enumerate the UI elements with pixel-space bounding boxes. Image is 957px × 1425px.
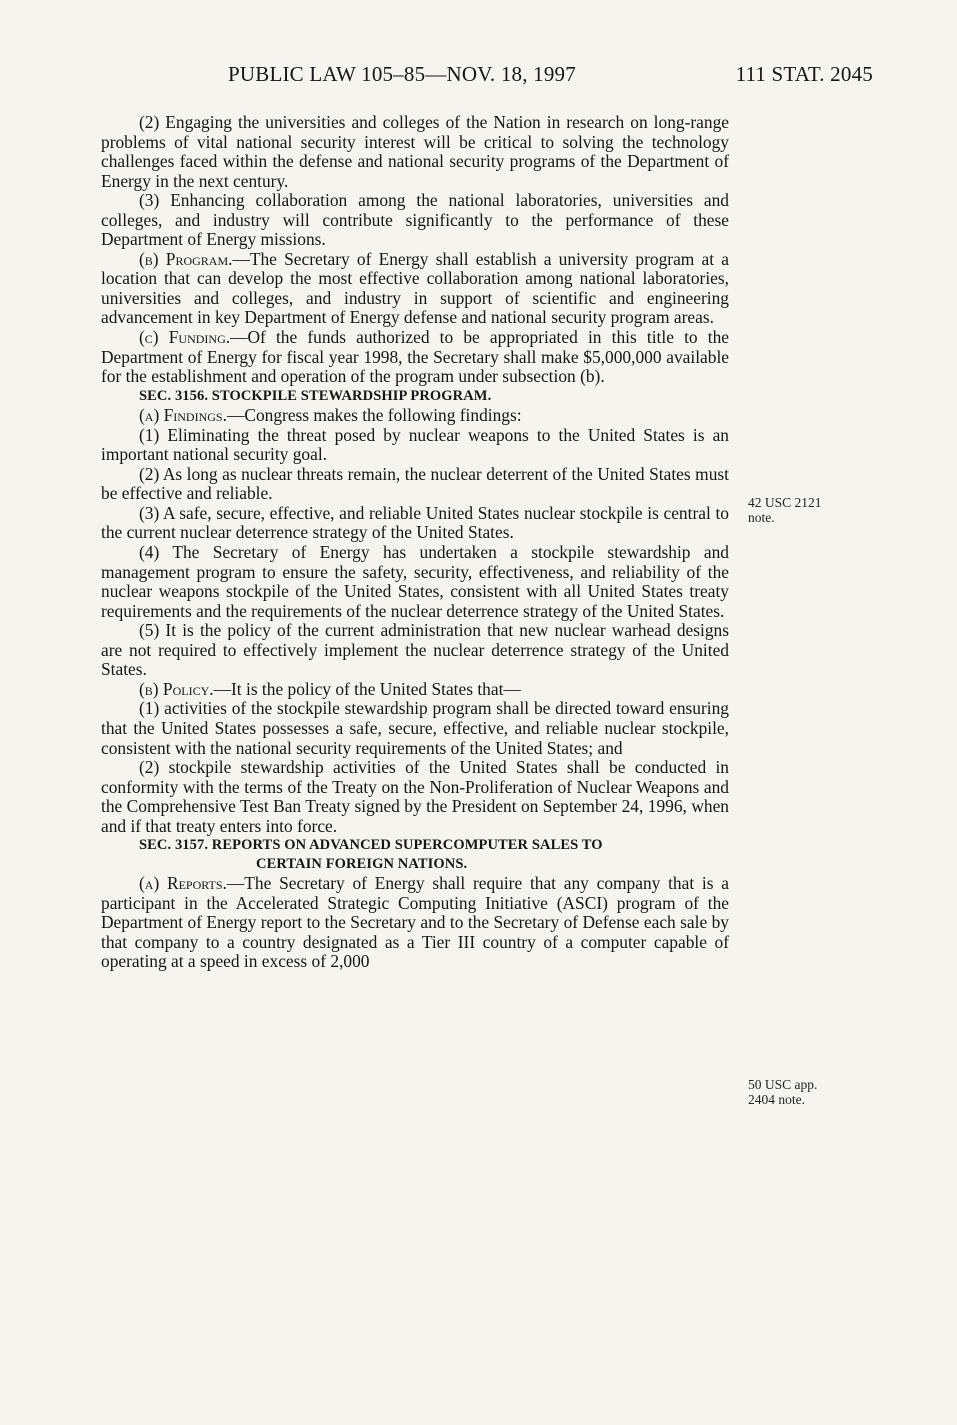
finding-item: (1) Eliminating the threat posed by nuclear weapons to the United States is an important national security goal. xyxy=(101,424,729,465)
subsection-label: (a) Reports. xyxy=(139,873,227,894)
margin-note-usc-2121 xyxy=(748,495,848,525)
findings-paragraph xyxy=(101,406,729,426)
section-heading-3157 xyxy=(101,836,729,874)
reports-paragraph xyxy=(101,874,729,972)
subsection-text: —Of the funds authorized to be appropriated in this title to the Department of Energy for fiscal year 1998, the Secretary shall make $5,000,000 available for the establishment and operation of the program under subsection (b). xyxy=(101,327,729,387)
section-heading-3156: SEC. 3156. STOCKPILE STEWARDSHIP PROGRAM. xyxy=(139,387,492,404)
funding-paragraph xyxy=(101,328,729,387)
paragraph: (2) Engaging the universities and colleges of the Nation in research on long-range problems of vital national security interest will be critical to solving the technology challenges faced within the defense and national security programs of the Department of Energy in the next century. xyxy=(101,112,729,191)
subsection-label: (b) Program. xyxy=(139,248,233,269)
margin-note-line: 42 USC 2121 xyxy=(748,495,822,510)
finding-item: (4) The Secretary of Energy has undertaken a stockpile stewardship and management program to ensure the safety, security, effectiveness, and reliability of the nuclear weapons stockpile of the United States, consistent with all United States treaty requirements and the requirements of the nuclear deterrence strategy of the United States. xyxy=(101,542,729,621)
subsection-label: (b) Policy. xyxy=(139,678,214,699)
policy-paragraph xyxy=(101,680,729,700)
policy-item: (2) stockpile stewardship activities of the United States shall be conducted in conformity with the terms of the Treaty on the Non-Proliferation of Nuclear Weapons and the Comprehensive Test Ban Treaty signed by the President on September 24, 1996, when and if that treaty enters into force. xyxy=(101,757,729,836)
policy-item: (1) activities of the stockpile stewardship program shall be directed toward ensuring that the United States possesses a safe, secure, effective, and reliable nuclear stockpile, consistent with the national security requirements of the United States; and xyxy=(101,698,729,758)
subsection-label: (c) Funding. xyxy=(139,327,231,348)
subsection-text: —The Secretary of Energy shall require that any company that is a participant in the Accelerated Strategic Computing Initiative (ASCI) program of the Department of Energy report to the Secretary and to the Secretary of Defense each sale by that company to a country designated as a Tier III country of a computer capable of operating at a speed in excess of 2,000 xyxy=(101,873,729,972)
finding-item: (3) A safe, secure, effective, and reliable United States nuclear stockpile is central to the current nuclear deterrence strategy of the United States. xyxy=(101,502,729,543)
margin-note-usc-2404 xyxy=(748,1077,848,1107)
margin-note-line: 2404 note. xyxy=(748,1092,805,1107)
law-title: PUBLIC LAW 105–85—NOV. 18, 1997 xyxy=(228,62,576,86)
program-paragraph xyxy=(101,250,729,328)
paragraph: (3) Enhancing collaboration among the national laboratories, universities and colleges, and industry will contribute significantly to the performance of these Department of Energy missions. xyxy=(101,190,729,250)
subsection-text: —It is the policy of the United States that— xyxy=(213,678,521,699)
margin-note-line: note. xyxy=(748,510,775,525)
margin-note-line: 50 USC app. xyxy=(748,1077,818,1092)
body-text xyxy=(101,113,729,972)
section-heading-line: SEC. 3157. REPORTS ON ADVANCED SUPERCOMPUTER SALES TO xyxy=(139,837,603,854)
subsection-label: (a) Findings. xyxy=(139,405,227,426)
finding-item: (5) It is the policy of the current administration that new nuclear warhead designs are not required to effectively implement the nuclear deterrence strategy of the United States. xyxy=(101,620,729,680)
section-heading-line: CERTAIN FOREIGN NATIONS. xyxy=(256,856,468,873)
subsection-text: —Congress makes the following findings: xyxy=(226,405,522,426)
finding-item: (2) As long as nuclear threats remain, the nuclear deterrent of the United States must be effective and reliable. xyxy=(101,463,729,504)
page-header xyxy=(228,62,873,92)
statute-page-ref: 111 STAT. 2045 xyxy=(735,62,873,86)
subsection-text: —The Secretary of Energy shall establish a university program at a location that can develop the most effective collaboration among national laboratories, universities and colleges, and industry in support of scientific and engineering advancement in key Department of Energy defense and national security program areas. xyxy=(101,248,729,328)
